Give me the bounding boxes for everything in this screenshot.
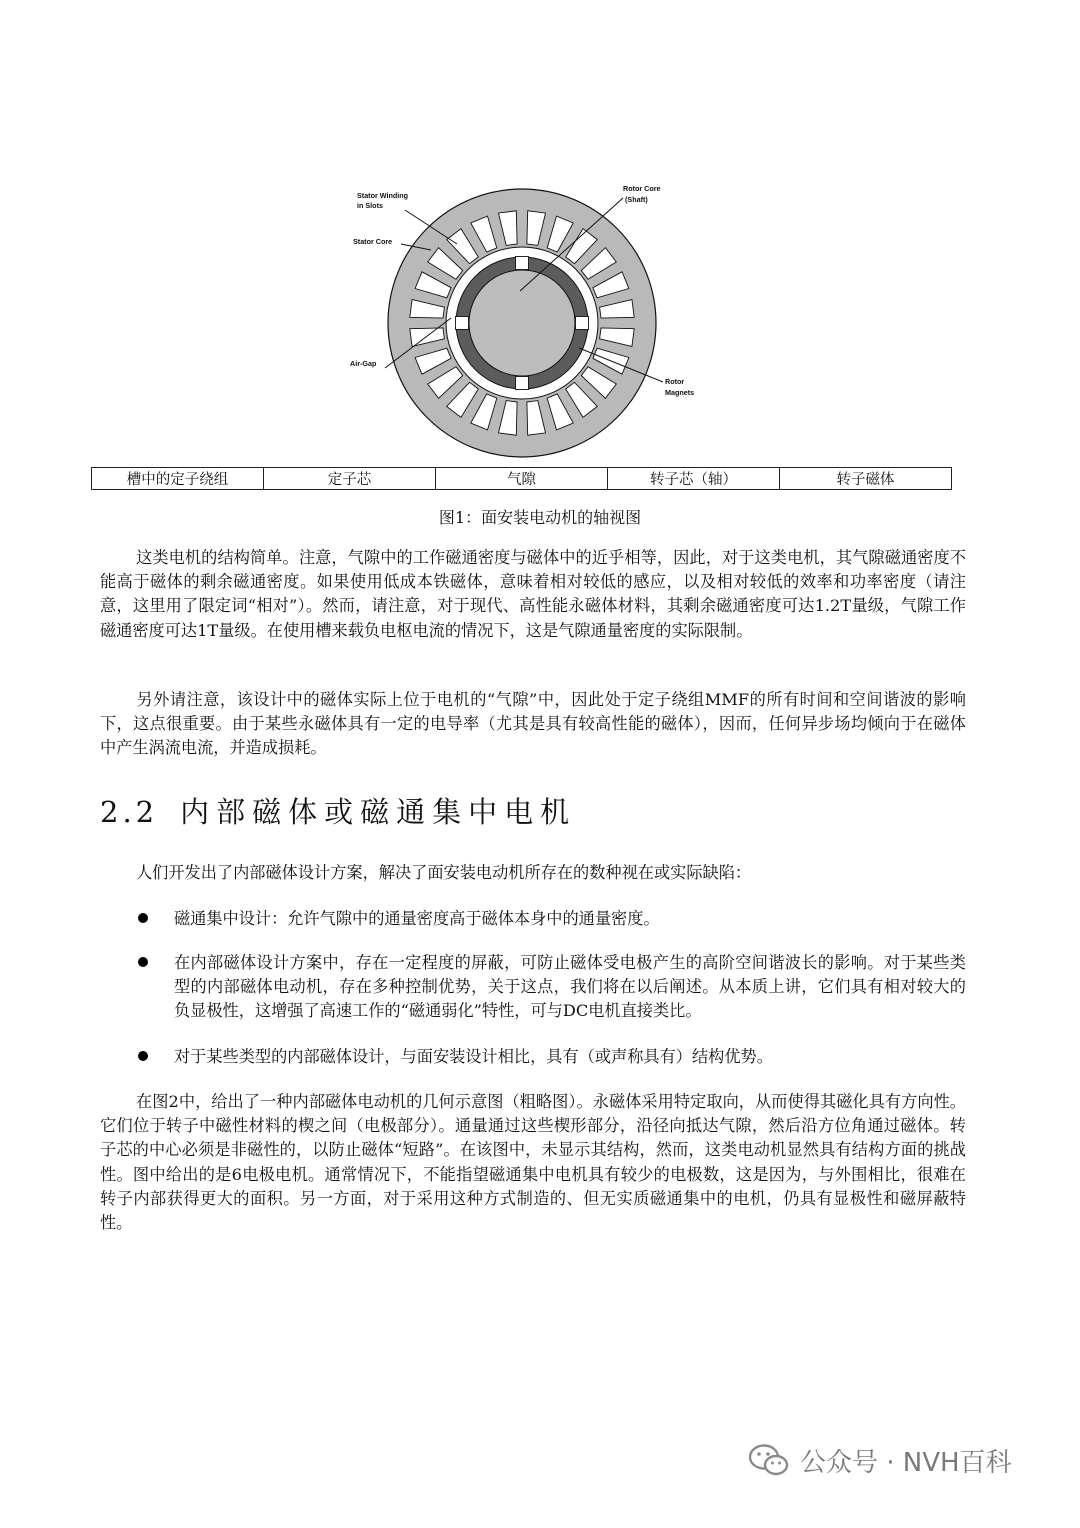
section-heading [100,790,576,831]
paragraph-text: 这类电机的结构简单。注意，气隙中的工作磁通密度与磁体中的近乎相等，因此，对于这类电机，其气隙磁通密度不能高于磁体的剩余磁通密度。如果使用低成本铁磁体，意味着相对较低的感应，以及相对较低的效率和功率密度（请注意，这里用了限定词“相对”）。然而，请注意，对于现代、高性能永磁体材料，其剩余磁通密度可达1.2T量级，气隙工作磁通密度可达1T量级。在使用槽来载负电枢电流的情况下，这是气隙通量密度的实际限制。 [100,548,966,640]
bullet-dot-icon [138,913,148,923]
motor-axial-diagram [345,178,725,468]
paragraph [100,546,966,643]
magnet-spacer [516,257,529,270]
rotor-core-shape [469,270,575,376]
legend-cell: 转子芯（轴） [608,468,780,490]
magnet-spacer [516,377,529,390]
bullet-text: 磁通集中设计：允许气隙中的通量密度高于磁体本身中的通量密度。 [174,909,660,928]
bullet-item [138,951,966,1024]
bullet-dot-icon [138,957,148,967]
label-rotor-magnets-1: Rotor [665,377,685,386]
bullet-text: 在内部磁体设计方案中，存在一定程度的屏蔽，可防止磁体受电极产生的高阶空间谐波长的影响。对于某些类型的内部磁体电动机，存在多种控制优势，关于这点，我们将在以后阐述。从本质上讲，它们具有相对较大的负显极性，这增强了高速工作的“磁通弱化”特性，可与DC电机直接类比。 [174,953,966,1021]
bullet-dot-icon [138,1051,148,1061]
bullet-text: 对于某些类型的内部磁体设计，与面安装设计相比，具有（或声称具有）结构优势。 [174,1047,773,1066]
section-title: 内部磁体或磁通集中电机 [180,795,577,829]
label-stator-winding-1: Stator Winding [357,191,409,200]
label-rotor-core-2: (Shaft) [625,195,648,204]
watermark [748,1440,1012,1480]
motor-diagram-svg [345,178,725,468]
legend-cell: 定子芯 [264,468,436,490]
legend-cell: 转子磁体 [780,468,952,490]
figure-caption: 图1：面安装电动机的轴视图 [438,508,642,527]
paragraph [100,688,966,761]
paragraph-text: 另外请注意，该设计中的磁体实际上位于电机的“气隙”中，因此处于定子绕组MMF的所有时间和空间谐波的影响下，这点很重要。由于某些永磁体具有一定的电导率（尤其是具有较高性能的磁体），因而，任何异步场均倾向于在磁体中产生涡流电流，并造成损耗。 [100,690,966,758]
section-number: 2.2 [100,795,159,829]
paragraph [100,1090,966,1235]
figure-legend-table [91,467,952,490]
paragraph-text: 人们开发出了内部磁体设计方案，解决了面安装电动机所存在的数种视在或实际缺陷： [136,863,752,882]
bullet-item [138,1045,966,1069]
label-rotor-magnets-2: Magnets [665,388,695,397]
label-stator-core: Stator Core [353,237,393,246]
label-stator-winding-2: in Slots [357,201,383,210]
magnet-spacer [576,317,589,330]
paragraph-text: 在图2中，给出了一种内部磁体电动机的几何示意图（粗略图）。永磁体采用特定取向，从而使得其磁化具有方向性。它们位于转子中磁性材料的楔之间（电极部分）。通量通过这些楔形部分，沿径向抵达气隙，然后沿方位角通过磁体。转子芯的中心必须是非磁性的，以防止磁体“短路”。在该图中，未显示其结构，然而，这类电动机显然具有结构方面的挑战性。图中给出的是6电极电机。通常情况下，不能指望磁通集中电机具有较少的电极数，这是因为，与外围相比，很难在转子内部获得更大的面积。另一方面，对于采用这种方式制造的、但无实质磁通集中的电机，仍具有显极性和磁屏蔽特性。 [100,1092,966,1233]
legend-cell: 槽中的定子绕组 [92,468,264,490]
bullet-item [138,907,966,931]
paragraph [100,861,966,885]
label-rotor-core-1: Rotor Core [623,184,661,193]
wechat-icon [748,1443,790,1477]
magnet-spacer [456,317,469,330]
watermark-text: 公众号 · NVH百科 [800,1447,1012,1478]
legend-cell: 气隙 [436,468,608,490]
label-air-gap: Air-Gap [350,359,377,368]
